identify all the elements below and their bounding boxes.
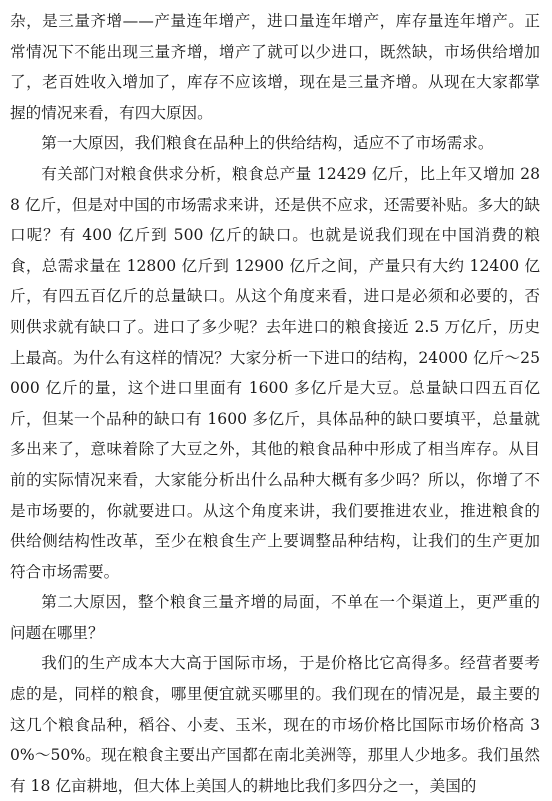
paragraph-1: 杂，是三量齐增——产量连年增产，进口量连年增产，库存量连年增产。正常情况下不能出现三量齐增，增产了就可以少进口，既然缺，市场供给增加了，老百姓收入增加了，库存不应该增，现在是三量齐增。从现在大家都掌握的情况来看，有四大原因。 (10, 12, 540, 122)
paragraph-4: 第二大原因，整个粮食三量齐增的局面，不单在一个渠道上，更严重的问题在哪里？ (10, 593, 540, 642)
paragraph-5: 我们的生产成本大大高于国际市场，于是价格比它高得多。经营者要考虑的是，同样的粮食，哪里便宜就买哪里的。我们现在的情况是，最主要的这几个粮食品种，稻谷、小麦、玉米，现在的市场价格比国际市场价格高 30%～50%。现在粮食主要出产国都在南北美洲等，那里人少地多。我们虽然有 18 亿亩耕地，但大体上美国人的耕地比我们多四分之一，美国的 (10, 654, 540, 795)
paragraph-2: 第一大原因，我们粮食在品种上的供给结构，适应不了市场需求。 (41, 134, 494, 153)
paragraph-3: 有关部门对粮食供求分析，粮食总产量 12429 亿斤，比上年又增加 288 亿斤，但是对中国的市场需求来讲，还是供不应求，还需要补贴。多大的缺口呢？有 400 亿斤到 500 亿斤的缺口。也就是说我们现在中国消费的粮食，总需求量在 12800 亿斤到 12900 亿斤之间，产量只有大约 12400 亿斤，有四五百亿斤的总量缺口。从这个角度来看，进口是必须和必要的，否则供求就有缺口了。进口了多少呢？去年进口的粮食接近 2.5 万亿斤，历史上最高。为什么有这样的情况？大家分析一下进口的结构，24000 亿斤～25000 亿斤的量，这个进口里面有 1600 多亿斤是大豆。总量缺口四五百亿斤，但某一个品种的缺口有 1600 多亿斤，具体品种的缺口要填平，总量就多出来了，意味着除了大豆之外，其他的粮食品种中形成了相当库存。从目前的实际情况来看，大家能分析出什么品种大概有多少吗？所以，你增了不是市场要的，你就要进口。从这个角度来讲，我们要推进农业，推进粮食的供给侧结构性改革，至少在粮食生产上要调整品种结构，让我们的生产更加符合市场需要。 (10, 164, 540, 581)
